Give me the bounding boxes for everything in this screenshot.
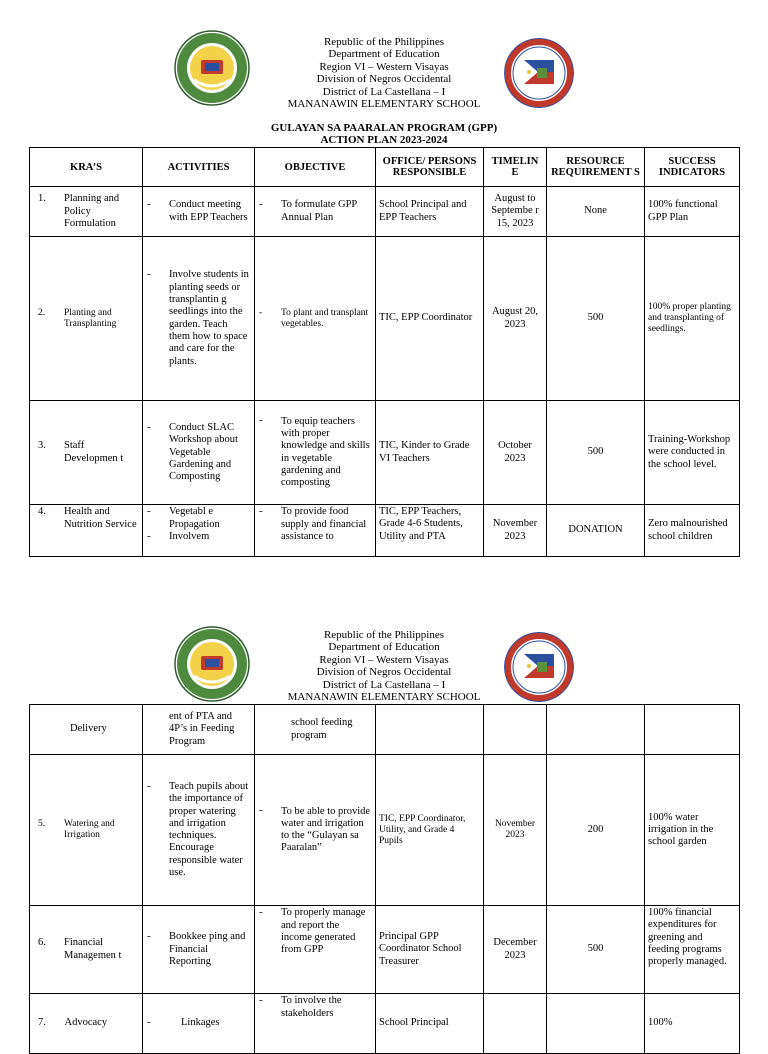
bullet-dash: - — [147, 506, 151, 517]
timeline-cell: November 2023 — [484, 755, 547, 906]
activity-text: Conduct meeting with EPP Teachers — [169, 199, 248, 223]
office-cell: TIC, EPP Teachers, Grade 4-6 Students, Utility and PTA — [376, 505, 484, 557]
action-plan-table — [29, 147, 740, 557]
header-division: Division of Negros Occidental — [316, 73, 452, 86]
objective-text: To plant and transplant vegetables. — [281, 307, 369, 329]
header-region: Region VI – Western Visayas — [319, 60, 449, 73]
objective-cell — [255, 906, 376, 994]
row-number: 1. — [38, 192, 46, 204]
activity-text: Conduct SLAC Workshop about Vegetable Gardening and Composting — [169, 421, 238, 483]
office-cell — [376, 705, 484, 755]
header-division: Division of Negros Occidental — [316, 666, 452, 679]
col-header-objective: OBJECTIVE — [255, 148, 376, 187]
row-number: 6. — [38, 937, 46, 949]
kra-cell — [30, 906, 143, 994]
row-number: 2. — [38, 307, 46, 318]
indicator-cell: Training-Workshop were conducted in the school level. — [645, 401, 740, 505]
timeline-cell: October 2023 — [484, 401, 547, 505]
activity-cell: ent of PTA and 4P’s in Feeding Program — [143, 705, 255, 755]
activity-text: Involve students in planting seeds or transplantin g seedlings into the garden. Teach them how to space and care for the plants. — [169, 269, 249, 367]
activity-text: Linkages — [181, 1017, 220, 1029]
bullet-dash: - — [147, 1017, 151, 1029]
indicator-cell: 100% water irrigation in the school garden — [645, 755, 740, 906]
col-header-kra: KRA’S — [30, 148, 143, 187]
document-title — [0, 123, 768, 146]
office-cell: Principal GPP Coordinator School Treasurer — [376, 906, 484, 994]
activity-cell — [143, 187, 255, 237]
office-cell: TIC, EPP Coordinator — [376, 237, 484, 401]
indicator-cell: 100% proper planting and transplanting of seedlings. — [645, 237, 740, 401]
action-plan-table-continued — [29, 704, 740, 1054]
bullet-dash: - — [259, 907, 263, 918]
col-header-resource: RESOURCE REQUIREMENT S — [547, 148, 645, 187]
activity-cell — [143, 237, 255, 401]
activity-text: Vegetabl e Propagation — [169, 506, 220, 530]
activity-cell — [143, 906, 255, 994]
objective-cell — [255, 237, 376, 401]
objective-cell — [255, 505, 376, 557]
header-school: MANANAWIN ELEMENTARY SCHOOL — [287, 691, 481, 704]
resource-cell — [547, 705, 645, 755]
bullet-dash: - — [147, 930, 151, 942]
objective-cell — [255, 401, 376, 505]
office-cell: TIC, Kinder to Grade VI Teachers — [376, 401, 484, 505]
activity-text: Bookkee ping and Financial Reporting — [169, 931, 246, 967]
office-cell: School Principal — [376, 994, 484, 1054]
objective-text: To involve the stakeholders — [281, 995, 342, 1019]
office-cell: TIC, EPP Coordinator, Utility, and Grade 4 Pupils — [376, 755, 484, 906]
kra-cell — [30, 187, 143, 237]
table-row — [30, 401, 740, 505]
kra-cell — [30, 401, 143, 505]
col-header-activities: ACTIVITIES — [143, 148, 255, 187]
timeline-cell: August 20, 2023 — [484, 237, 547, 401]
bullet-dash: - — [147, 530, 151, 542]
kra-cell: Delivery — [30, 705, 143, 755]
table-row — [30, 187, 740, 237]
objective-text: To be able to provide water and irrigation to the “Gulayan sa Paaralan” — [281, 805, 371, 854]
indicator-cell — [645, 705, 740, 755]
timeline-cell: August to Septembe r 15, 2023 — [484, 187, 547, 237]
objective-cell — [255, 187, 376, 237]
bullet-dash: - — [259, 199, 263, 211]
header-republic: Republic of the Philippines — [323, 629, 445, 641]
row-number: 4. — [38, 506, 46, 517]
col-header-timeline: TIMELIN E — [484, 148, 547, 187]
objective-text: To properly manage and report the income generated from GPP — [281, 907, 366, 956]
header-department: Department of Education — [328, 48, 440, 61]
kra-text: Watering and Irrigation — [64, 819, 115, 840]
table-row — [30, 237, 740, 401]
timeline-cell — [484, 705, 547, 755]
resource-cell: 500 — [547, 906, 645, 994]
table-row — [30, 906, 740, 994]
bullet-dash: - — [147, 421, 151, 433]
kra-cell — [30, 505, 143, 557]
header-region: Region VI – Western Visayas — [319, 653, 449, 666]
header-district: District of La Castellana – I — [322, 85, 446, 98]
activity-cell — [143, 505, 255, 557]
activity-cell — [143, 401, 255, 505]
resource-cell: None — [547, 187, 645, 237]
kra-cell — [30, 755, 143, 906]
letterhead — [0, 36, 768, 110]
objective-text: To equip teachers with proper knowledge and skills in vegetable gardening and composting — [281, 415, 370, 489]
bullet-dash: - — [259, 415, 263, 427]
bullet-dash: - — [259, 506, 263, 517]
kra-text: Staff Developmen t — [64, 440, 124, 464]
col-header-office: OFFICE/ PERSONS RESPONSIBLE — [376, 148, 484, 187]
activity-cell — [143, 755, 255, 906]
bullet-dash: - — [259, 995, 263, 1006]
header-district: District of La Castellana – I — [322, 678, 446, 691]
kra-text: Health and Nutrition Service — [64, 506, 137, 530]
resource-cell: 200 — [547, 755, 645, 906]
bullet-dash: - — [259, 307, 263, 318]
objective-cell: school feeding program — [255, 705, 376, 755]
header-republic: Republic of the Philippines — [323, 36, 445, 48]
resource-cell: 500 — [547, 237, 645, 401]
row-number: 5. — [38, 819, 46, 829]
indicator-cell: 100% functional GPP Plan — [645, 187, 740, 237]
bullet-dash: - — [259, 805, 263, 817]
indicator-cell: 100% — [645, 994, 740, 1054]
header-school: MANANAWIN ELEMENTARY SCHOOL — [287, 98, 481, 111]
kra-text: Planning and Policy Formulation — [64, 193, 120, 229]
kra-text: Advocacy — [64, 1017, 108, 1029]
col-header-indicators: SUCCESS INDICATORS — [645, 148, 740, 187]
timeline-cell: November 2023 — [484, 505, 547, 557]
office-cell: School Principal and EPP Teachers — [376, 187, 484, 237]
table-header-row — [30, 148, 740, 187]
header-department: Department of Education — [328, 641, 440, 654]
activity-text: Teach pupils about the importance of proper watering and irrigation techniques. Encourage responsible water use. — [169, 780, 249, 879]
bullet-dash: - — [147, 269, 151, 281]
title-plan: ACTION PLAN 2023-2024 — [320, 133, 448, 146]
row-number: 7. — [38, 1017, 46, 1029]
objective-text: To provide food supply and financial assistance to — [281, 506, 367, 542]
kra-cell — [30, 237, 143, 401]
timeline-cell: December 2023 — [484, 906, 547, 994]
activity-text: Involvem — [169, 531, 210, 543]
bullet-dash: - — [147, 199, 151, 211]
table-row — [30, 505, 740, 557]
resource-cell: DONATION — [547, 505, 645, 557]
letterhead — [0, 629, 768, 703]
table-row — [30, 705, 740, 755]
kra-text: Financial Managemen t — [64, 937, 122, 961]
table-row — [30, 755, 740, 906]
indicator-cell: 100% financial expenditures for greening and feeding programs properly managed. — [645, 906, 740, 994]
kra-text: Planting and Transplanting — [64, 307, 117, 329]
title-program: GULAYAN SA PAARALAN PROGRAM (GPP) — [270, 122, 498, 134]
bullet-dash: - — [147, 780, 151, 792]
row-number: 3. — [38, 440, 46, 452]
indicator-cell: Zero malnourished school children — [645, 505, 740, 557]
objective-text: To formulate GPP Annual Plan — [281, 199, 357, 223]
resource-cell: 500 — [547, 401, 645, 505]
objective-cell — [255, 755, 376, 906]
